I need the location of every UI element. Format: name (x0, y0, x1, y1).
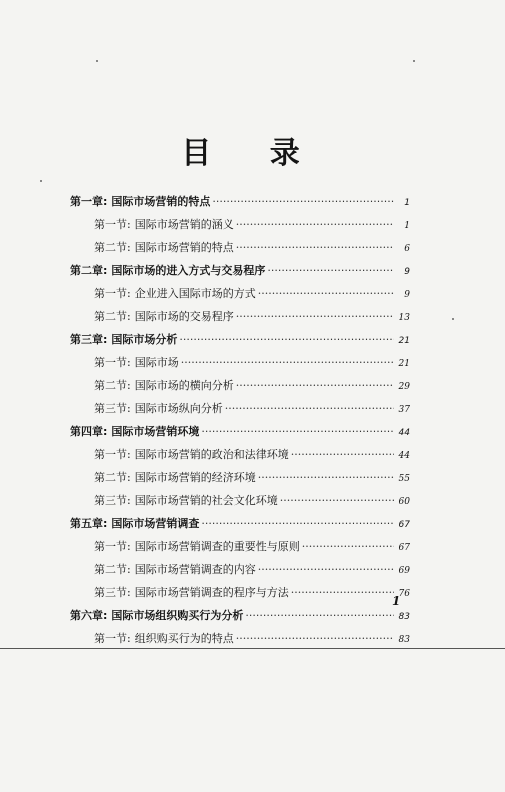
toc-entry-title: 国际市场分析 (111, 333, 178, 346)
toc-chapter-entry (70, 328, 410, 351)
toc-entry-page: 1 (404, 221, 410, 231)
dot-leader (258, 282, 394, 305)
bottom-rule (0, 648, 505, 649)
toc-entry-label: 第一章: (70, 195, 108, 208)
toc-entry-label: 第三节: (94, 494, 131, 507)
toc-chapter-entry (70, 190, 410, 213)
toc-entry-page: 67 (398, 520, 410, 530)
toc-entry-label: 第二章: (70, 264, 108, 277)
toc-entry-title: 国际市场营销的特点 (111, 195, 211, 208)
dot-leader (181, 351, 394, 374)
dot-leader (280, 489, 394, 512)
toc-chapter-entry (70, 259, 410, 282)
toc-section-entry (70, 236, 410, 259)
toc-entry-title: 国际市场营销调查的重要性与原则 (134, 540, 300, 553)
toc-entry-label: 第二节: (94, 471, 131, 484)
dot-leader (258, 466, 394, 489)
toc-entry-page: 9 (404, 267, 410, 277)
toc-entry-title: 国际市场营销调查 (111, 517, 200, 530)
toc-entry-title: 国际市场营销调查的内容 (134, 563, 256, 576)
toc-entry-title: 国际市场营销的经济环境 (134, 471, 256, 484)
toc-entry-label: 第一节: (94, 287, 131, 300)
dot-leader (245, 604, 394, 627)
toc-section-entry (70, 351, 410, 374)
toc-entry-title: 国际市场的交易程序 (134, 310, 234, 323)
toc-section-entry (70, 397, 410, 420)
toc-section-entry (70, 213, 410, 236)
scan-speck (96, 60, 98, 62)
scan-speck (40, 180, 42, 182)
toc-entry-label: 第五章: (70, 517, 108, 530)
toc-entry-page: 76 (398, 589, 410, 599)
toc-section-entry (70, 374, 410, 397)
toc-entry-label: 第二节: (94, 241, 131, 254)
toc-section-entry (70, 535, 410, 558)
toc-entry-title: 国际市场营销调查的程序与方法 (134, 586, 289, 599)
toc-entry-page: 44 (398, 451, 410, 461)
toc-entry-label: 第三节: (94, 586, 131, 599)
toc-entry-label: 第一节: (94, 540, 131, 553)
toc-entry-page: 13 (398, 313, 410, 323)
toc-entry-label: 第四章: (70, 425, 108, 438)
toc-entry-page: 6 (404, 244, 410, 254)
scan-speck (452, 318, 454, 320)
toc-entry-label: 第六章: (70, 609, 108, 622)
dot-leader (291, 443, 394, 466)
toc-entry-label: 第三节: (94, 402, 131, 415)
dot-leader (236, 374, 394, 397)
toc-section-entry (70, 581, 410, 604)
toc-entry-page: 37 (398, 405, 410, 415)
toc-section-entry (70, 489, 410, 512)
toc-entry-page: 21 (398, 336, 410, 346)
dot-leader (236, 236, 394, 259)
toc-section-entry (70, 558, 410, 581)
toc-entry-title: 国际市场营销环境 (111, 425, 200, 438)
dot-leader (212, 190, 394, 213)
toc-entry-page: 67 (398, 543, 410, 553)
toc-entry-label: 第一节: (94, 356, 131, 369)
dot-leader (302, 535, 394, 558)
dot-leader (236, 627, 394, 650)
toc-chapter-entry (70, 604, 410, 627)
toc-entry-label: 第三章: (70, 333, 108, 346)
toc-entry-label: 第二节: (94, 379, 131, 392)
toc-entry-label: 第二节: (94, 310, 131, 323)
toc-entry-label: 第一节: (94, 448, 131, 461)
dot-leader (291, 581, 394, 604)
toc-entry-title: 企业进入国际市场的方式 (134, 287, 256, 300)
toc-entry-title: 国际市场营销的涵义 (134, 218, 234, 231)
toc-entry-label: 第二节: (94, 563, 131, 576)
dot-leader (267, 259, 394, 282)
toc-section-entry (70, 443, 410, 466)
toc-entry-title: 国际市场营销的政治和法律环境 (134, 448, 289, 461)
toc-section-entry (70, 627, 410, 650)
dot-leader (201, 420, 394, 443)
toc-entry-title: 组织购买行为的特点 (134, 632, 234, 645)
toc-entry-title: 国际市场纵向分析 (134, 402, 223, 415)
toc-entry-title: 国际市场营销的社会文化环境 (134, 494, 278, 507)
toc-entry-label: 第一节: (94, 632, 131, 645)
dot-leader (236, 213, 394, 236)
toc-entry-title: 国际市场的横向分析 (134, 379, 234, 392)
toc-entry-title: 国际市场的进入方式与交易程序 (111, 264, 266, 277)
toc-entry-page: 60 (398, 497, 410, 507)
toc-entry-title: 国际市场营销的特点 (134, 241, 234, 254)
page-number: 1 (392, 594, 401, 608)
toc-section-entry (70, 466, 410, 489)
toc-section-entry (70, 305, 410, 328)
page-title: 目 录 (181, 136, 324, 171)
table-of-contents (70, 190, 410, 650)
toc-entry-page: 69 (398, 566, 410, 576)
dot-leader (258, 558, 394, 581)
toc-entry-page: 83 (398, 635, 410, 645)
toc-entry-page: 9 (404, 290, 410, 300)
dot-leader (225, 397, 394, 420)
dot-leader (201, 512, 394, 535)
dot-leader (179, 328, 394, 351)
toc-chapter-entry (70, 512, 410, 535)
toc-entry-title: 国际市场组织购买行为分析 (111, 609, 244, 622)
toc-entry-page: 29 (398, 382, 410, 392)
toc-entry-page: 83 (398, 612, 410, 622)
toc-entry-page: 44 (398, 428, 410, 438)
toc-chapter-entry (70, 420, 410, 443)
toc-entry-page: 55 (398, 474, 410, 484)
scan-speck (413, 60, 415, 62)
toc-entry-page: 21 (398, 359, 410, 369)
toc-entry-page: 1 (404, 198, 410, 208)
dot-leader (236, 305, 394, 328)
toc-entry-label: 第一节: (94, 218, 131, 231)
toc-section-entry (70, 282, 410, 305)
toc-entry-title: 国际市场 (134, 356, 179, 369)
